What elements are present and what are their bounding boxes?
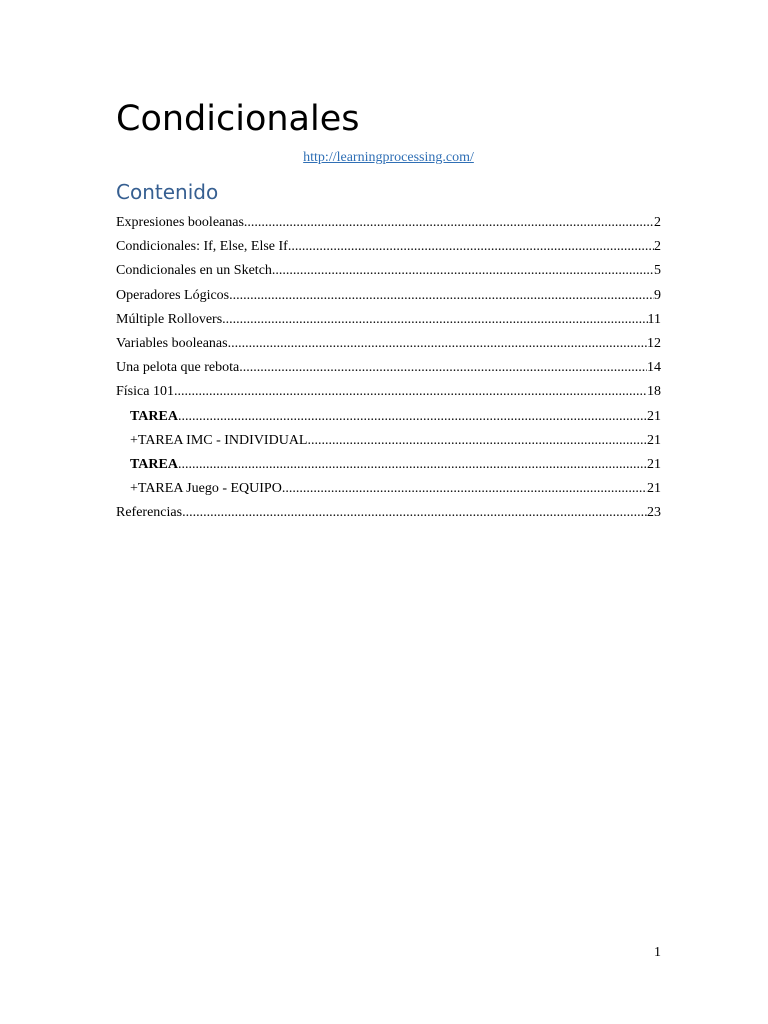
toc-entry-page: 2 [654,239,661,255]
page-number: 1 [654,945,661,960]
toc-entry-label: Operadores Lógicos [116,287,230,303]
toc-entry-label: +TAREA IMC - INDIVIDUAL [130,432,308,448]
toc-dot-leader [182,501,647,525]
toc-entry[interactable] [116,332,661,356]
toc-entry-label: Física 101 [116,384,174,400]
toc-dot-leader [288,235,654,259]
toc-entry-page: 2 [654,215,661,230]
toc-dot-leader [222,308,647,332]
toc-entry-label: Múltiple Rollovers [116,311,223,327]
toc-dot-leader [178,453,647,477]
url-row [116,148,661,168]
source-url-link[interactable]: http://learningprocessing.com/ [303,150,474,165]
toc-subentry[interactable] [116,405,661,429]
toc-entry[interactable] [116,380,661,404]
toc-entry[interactable] [116,259,661,283]
toc-entry-page: 18 [647,384,661,400]
toc-dot-leader [239,356,647,380]
toc-entry[interactable] [116,356,661,380]
toc-entry-label: +TAREA Juego - EQUIPO [130,481,282,497]
toc-entry[interactable] [116,211,661,235]
page-title: Condicionales [116,99,360,139]
table-of-contents [116,211,661,525]
toc-dot-leader [229,284,654,308]
toc-entry-label: TAREA [130,456,178,472]
toc-entry-label: Una pelota que rebota [116,360,240,376]
toc-entry-page: 21 [647,432,661,448]
toc-entry-page: 23 [647,505,661,521]
toc-entry[interactable] [116,235,661,259]
toc-entry-page: 12 [647,335,661,351]
toc-subentry[interactable] [116,477,661,501]
toc-entry-page: 9 [654,287,661,303]
toc-entry-page: 21 [647,456,661,472]
toc-entry-page: 21 [647,408,661,424]
toc-subentry[interactable] [116,453,661,477]
toc-dot-leader [282,477,647,501]
toc-entry[interactable] [116,501,661,525]
toc-dot-leader [307,429,647,453]
toc-entry-label: Expresiones booleanas [116,215,244,230]
toc-entry[interactable] [116,308,661,332]
toc-entry-label: Condicionales: If, Else, Else If [116,239,288,255]
toc-dot-leader [228,332,647,356]
toc-subentry[interactable] [116,429,661,453]
toc-heading: Contenido [116,180,219,204]
toc-dot-leader [244,211,654,235]
toc-entry[interactable] [116,284,661,308]
toc-entry-label: Variables booleanas [116,335,228,351]
toc-dot-leader [178,405,647,429]
toc-entry-label: Referencias [116,505,183,521]
toc-dot-leader [272,259,654,283]
toc-entry-page: 14 [647,360,661,376]
toc-entry-label: Condicionales en un Sketch [116,263,272,279]
toc-entry-label: TAREA [130,408,178,424]
toc-entry-page: 21 [647,481,661,497]
toc-entry-page: 5 [654,263,661,279]
toc-entry-page: 11 [647,311,661,327]
toc-dot-leader [174,380,647,404]
